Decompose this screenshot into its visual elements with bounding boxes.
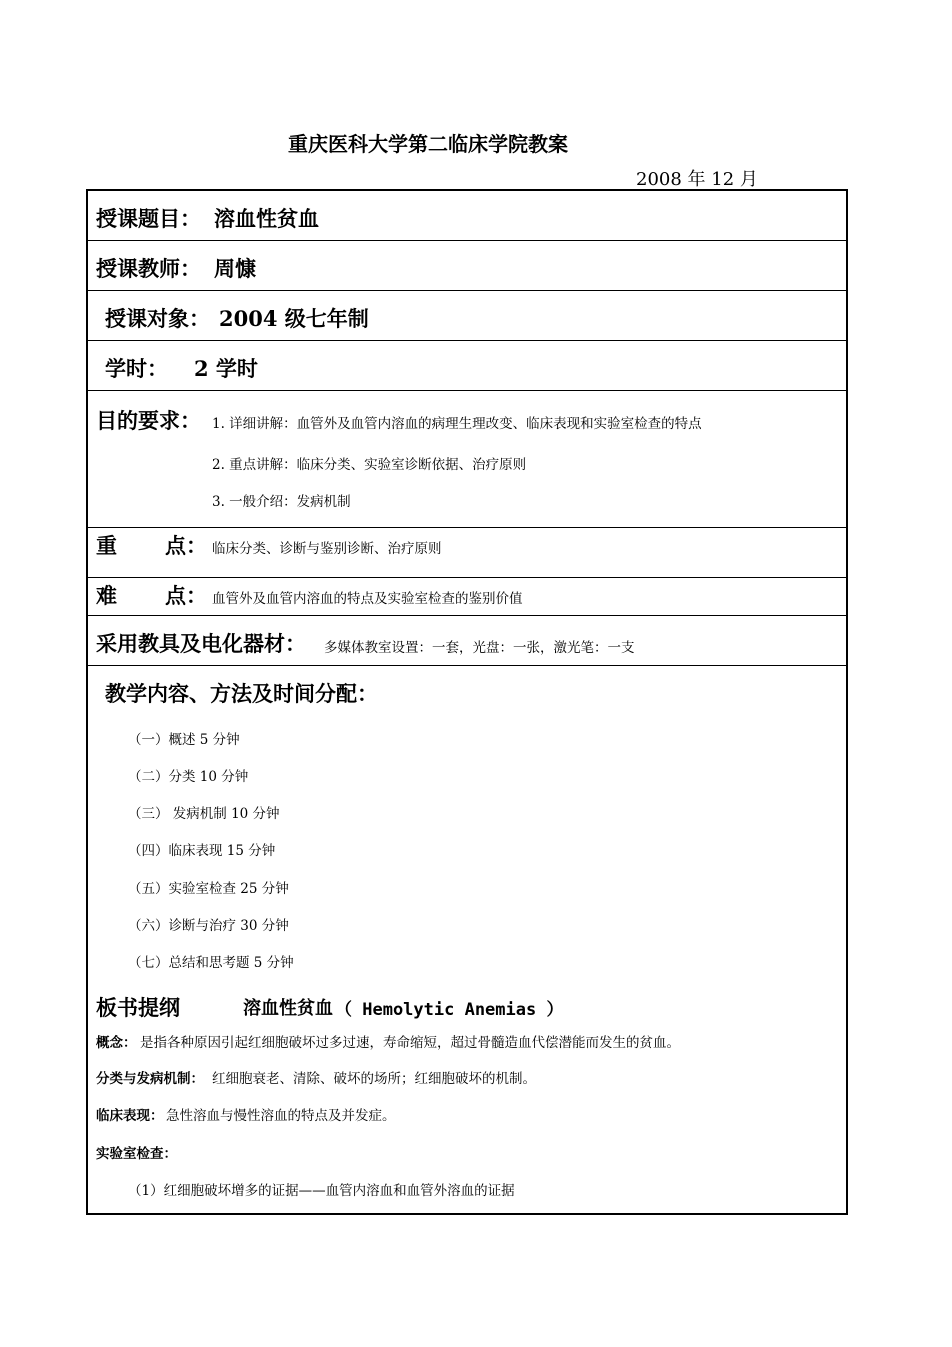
objective-item: 3. 一般介绍：发病机制 bbox=[212, 494, 351, 510]
lab-label: 实验室检查： bbox=[96, 1146, 177, 1162]
row-difficult-points bbox=[88, 578, 846, 616]
content-item: （七）总结和思考题 5 分钟 bbox=[128, 955, 294, 971]
key-points-label-b: 点： bbox=[165, 533, 207, 558]
concept-text: 是指各种原因引起红细胞破坏过多过速，寿命缩短，超过骨髓造血代偿潜能而发生的贫血。 bbox=[140, 1035, 680, 1051]
topic-label: 授课题目： bbox=[96, 206, 201, 231]
objective-item: 1. 详细讲解：血管外及血管内溶血的病理生理改变、临床表现和实验室检查的特点 bbox=[212, 416, 702, 432]
audience-value: 2004 级七年制 bbox=[219, 306, 369, 331]
content-item: （四）临床表现 15 分钟 bbox=[128, 843, 276, 859]
teacher-value: 周慷 bbox=[214, 256, 256, 281]
board-topic-cn: 溶血性贫血 bbox=[243, 998, 333, 1019]
row-content bbox=[88, 666, 846, 1215]
content-item: （五）实验室检查 25 分钟 bbox=[128, 881, 289, 897]
date: 2008 年 12 月 bbox=[636, 169, 758, 190]
hours-label: 学时： bbox=[105, 356, 168, 381]
clinical-text: 急性溶血与慢性溶血的特点及并发症。 bbox=[166, 1108, 396, 1124]
key-points-label-a: 重 bbox=[96, 533, 117, 558]
teacher-label: 授课教师： bbox=[96, 256, 201, 281]
board-label: 板书提纲 bbox=[96, 995, 180, 1020]
key-points-value: 临床分类、诊断与鉴别诊断、治疗原则 bbox=[212, 541, 442, 557]
equipment-label: 采用教具及电化器材： bbox=[96, 631, 306, 656]
hours-value: 2 学时 bbox=[194, 356, 258, 381]
content-item: （一）概述 5 分钟 bbox=[128, 732, 240, 748]
row-hours bbox=[88, 341, 846, 391]
objectives-label: 目的要求： bbox=[96, 408, 201, 433]
row-key-points bbox=[88, 528, 846, 578]
row-equipment bbox=[88, 616, 846, 666]
page-title: 重庆医科大学第二临床学院教案 bbox=[288, 132, 568, 156]
lab-item: （1）红细胞破坏增多的证据——血管内溶血和血管外溶血的证据 bbox=[128, 1183, 515, 1199]
row-topic bbox=[88, 191, 846, 241]
difficult-points-value: 血管外及血管内溶血的特点及实验室检查的鉴别价值 bbox=[212, 591, 523, 607]
topic-value: 溶血性贫血 bbox=[214, 206, 319, 231]
content-item: （六）诊断与治疗 30 分钟 bbox=[128, 918, 289, 934]
classification-text: 红细胞衰老、清除、破坏的场所；红细胞破坏的机制。 bbox=[212, 1071, 536, 1087]
difficult-points-label-b: 点： bbox=[165, 583, 207, 608]
classification-label: 分类与发病机制： bbox=[96, 1071, 204, 1087]
lesson-plan-table bbox=[86, 189, 848, 1215]
board-topic-en: （ Hemolytic Anemias ） bbox=[335, 1000, 564, 1020]
content-item: （二）分类 10 分钟 bbox=[128, 769, 249, 785]
content-label: 教学内容、方法及时间分配： bbox=[105, 681, 378, 706]
row-teacher bbox=[88, 241, 846, 291]
difficult-points-label-a: 难 bbox=[96, 583, 117, 608]
row-audience bbox=[88, 291, 846, 341]
concept-label: 概念： bbox=[96, 1035, 137, 1051]
objective-item: 2. 重点讲解：临床分类、实验室诊断依据、治疗原则 bbox=[212, 457, 527, 473]
audience-label: 授课对象： bbox=[105, 306, 210, 331]
equipment-value: 多媒体教室设置：一套，光盘：一张，激光笔：一支 bbox=[324, 640, 635, 656]
row-objectives bbox=[88, 391, 846, 528]
content-item: （三） 发病机制 10 分钟 bbox=[128, 806, 280, 822]
clinical-label: 临床表现： bbox=[96, 1108, 164, 1124]
